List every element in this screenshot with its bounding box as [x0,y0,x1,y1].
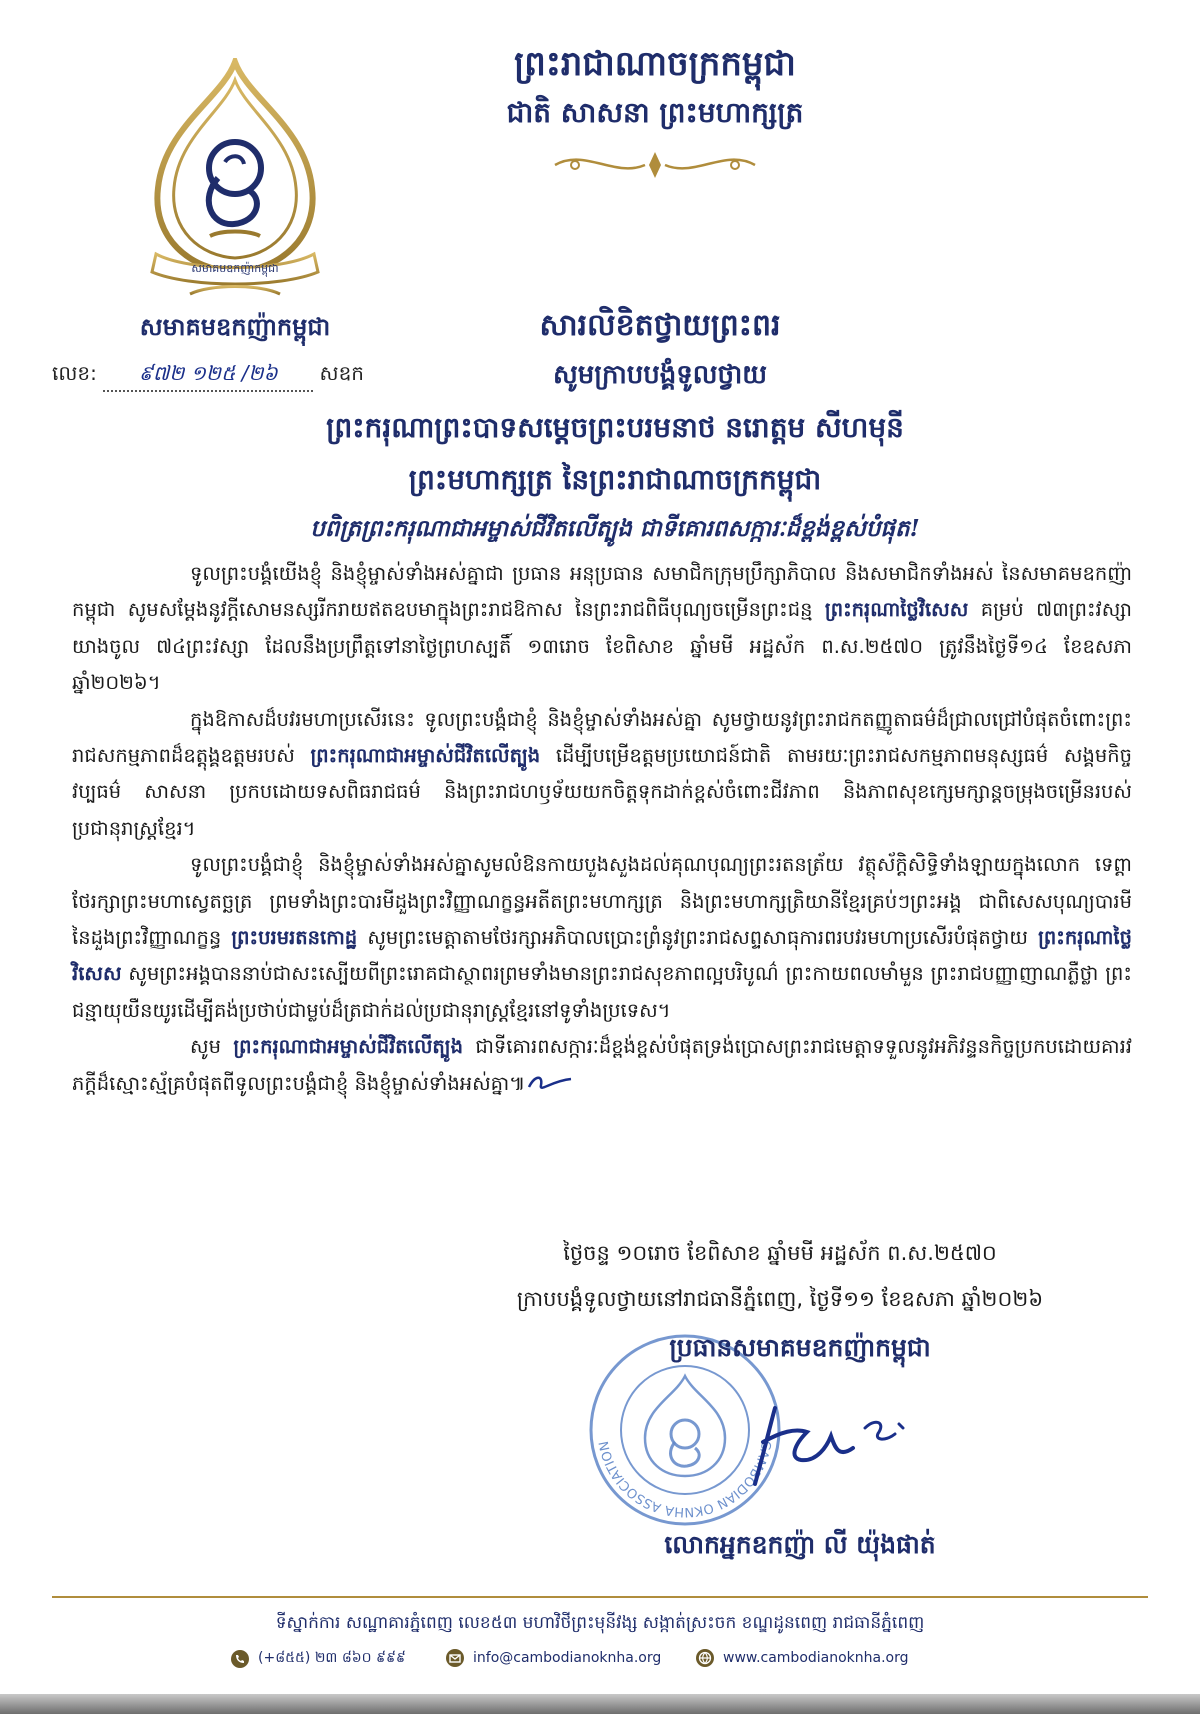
contact-row [230,1648,1030,1676]
signer-name: លោកអ្នកឧកញ៉ា លី យ៉ុងផាត់ [664,1530,936,1559]
addressee-line-1: ព្រះករុណាព្រះបាទសម្តេចព្រះបរមនាថ នរោត្តម សីហមុនី [326,411,904,444]
organization-name: សមាគមឧកញ៉ាកម្ពុជា [139,312,331,341]
kingdom-heading: ព្រះរាជាណាចក្រកម្ពុជា [514,44,796,84]
email-text[interactable]: info@cambodianoknha.org [473,1650,662,1666]
phone-icon [230,1649,250,1669]
place-and-date: ក្រាបបង្គំទូលថ្វាយនៅរាជធានីភ្នំពេញ, ថ្ងៃទី១១ ខែឧសភា ឆ្នាំ២០២៦ [516,1287,1044,1311]
p2-text-b: ដើម្បីបម្រើឧត្តមប្រយោជន៍ជាតិ តាមរយៈព្រះរាជសកម្មភាពមនុស្សធម៌ សង្គមកិច្ច វប្បធម៌ សាសនា ប្រកបដោយទសពិធរាជធម៌ និងព្រះរាជហឫទ័យយកចិត្តទុកដាក់ខ្ពស់ចំពោះជីវភាព និងភាពសុខក្សេមក្សាន្តចម្រុងចម្រើនរបស់ប្រជានុរាស្ត្រខ្មែរ។ [72,744,1133,840]
p1-text-b: គម្រប់ ៧៣ព្រះវស្សា យាងចូល ៧៤ព្រះវស្សា ដែលនឹងប្រព្រឹត្តទៅនាថ្ងៃព្រហស្បតិ៍ ១៣រោច ខែពិសាខ ឆ្នាំមមី អដ្ឋស័ក ព.ស.២៥៧០ ត្រូវនឹងថ្ងៃទី១៤ ខែឧសភា ឆ្នាំ២០២៦។ [72,598,1132,695]
p4-highlight: ព្រះករុណាជាអម្ចាស់ជីវិតលើត្បូង [233,1035,463,1059]
paragraph-3 [72,847,1132,1029]
phone-text: (+៨៥៥) ២៣ ៨៦០ ៩៩៩ [258,1650,406,1666]
p2-highlight: ព្រះករុណាជាអម្ចាស់ជីវិតលើត្បូង [310,744,541,768]
header-ornament [535,148,775,182]
phone-contact [230,1648,406,1669]
paragraph-2 [72,702,1132,848]
footer-address: ទីស្នាក់ការ សណ្ឋាគារភ្នំពេញ លេខ៥៣ មហាវិថីព្រះមុនីវង្ស សង្កាត់ស្រះចក ខណ្ឌដូនពេញ រាជធានីភ្នំពេញ [275,1613,925,1633]
p1-highlight: ព្រះករុណាថ្លៃវិសេស [824,598,969,622]
letter-title: សារលិខិតថ្វាយព្រះពរ [539,308,781,343]
reference-suffix: សឧក [319,361,364,385]
footer-divider [52,1596,1148,1598]
letter-body [72,556,1132,1102]
p4-text-a: សូម [190,1035,221,1059]
letter-subtitle: សូមក្រាបបង្គំទូលថ្វាយ [552,360,768,390]
lunar-date: ថ្ងៃចន្ទ ១០រោច ខែពិសាខ ឆ្នាំមមី អដ្ឋស័ក ព.ស.២៥៧០ [563,1241,997,1265]
email-contact [445,1648,661,1668]
email-icon [445,1648,465,1668]
scan-edge [0,1694,1200,1714]
p3-text-a: ទូលព្រះបង្គំជាខ្ញុំ និងខ្ញុំម្ចាស់ទាំងអស់គ្នាសូមលំឱនកាយបួងសួងដល់គុណបុណ្យព្រះរតនត្រ័យ វត្ថុស័ក្តិសិទ្ធិទាំងឡាយក្នុងលោក ទេព្តាថែរក្សាព្រះមហាស្វេតច្ឆត្រ ព្រមទាំងព្រះបារមីដួងព្រះវិញ្ញាណក្ខន្ធអតីតព្រះមហាក្សត្រ និងព្រះមហាក្សត្រិយានីខ្មែរគ្រប់ៗព្រះអង្គ ជាពិសេសបុណ្យបារមី នៃដួងព្រះវិញ្ញាណក្ខន្ធ [72,853,1132,950]
website-text[interactable]: www.cambodianoknha.org [723,1650,909,1666]
reference-number: ៩៧២ ១២៥ /២៦ [103,360,313,392]
p3-text-b: សូមព្រះមេត្តាតាមថែរក្សាអភិបាលប្រោះព្រំនូវព្រះរាជសព្ទសាធុការពរបវរមហាប្រសើរបំផុតថ្វាយ [367,926,1028,950]
reference-label: លេខ: [52,361,97,385]
p3-text-c: សូមព្រះអង្គបាននាប់ជាសះស្បើយពីព្រះរោគជាស្ថាពរព្រមទាំងមានព្រះរាជសុខភាពល្អបរិបូណ៌ ព្រះកាយពលមាំមួន ព្រះរាជបញ្ញាញាណភ្លឺថ្លា ព្រះជន្មាយុយឺនយូរដើម្បីគង់ប្រថាប់ជាម្លប់ដ៏ត្រជាក់ដល់ប្រជានុរាស្ត្រខ្មែរនៅទូទាំងប្រទេស។ [72,962,1132,1022]
p1-text-a: ទូលព្រះបង្គំយើងខ្ញុំ និងខ្ញុំម្ចាស់ទាំងអស់គ្នាជា ប្រធាន អនុប្រធាន សមាជិកក្រុមប្រឹក្សាភិបាល និងសមាជិកទាំងអស់ នៃសមាគមឧកញ៉ាកម្ពុជា សូមសម្តែងនូវក្តីសោមនស្សរីករាយឥតឧបមាក្នុងព្រះរាជឱកាស នៃព្រះរាជពិធីបុណ្យចម្រើនព្រះជន្ម [72,562,1132,622]
p3-highlight-1: ព្រះបរមរតនកោដ្ឋ [231,926,358,950]
signer-title: ប្រធានសមាគមឧកញ៉ាកម្ពុជា [669,1333,931,1362]
paragraph-1 [72,556,1132,702]
globe-icon [695,1648,715,1668]
signature [735,1388,915,1498]
paragraph-4 [72,1029,1132,1102]
greeting-line: បពិត្រព្រះករុណាជាអម្ចាស់ជីវិតលើត្បូង ជាទីគោរពសក្ការៈដ៏ខ្ពង់ខ្ពស់បំផុត! [310,515,920,542]
p4-text-b: ជាទីគោរពសក្ការៈដ៏ខ្ពង់ខ្ពស់បំផុតទ្រង់ប្រោសព្រះរាជមេត្តាទទួលនូវអភិវន្ទនកិច្ចប្រកបដោយគារវភក្តីដ៏ស្មោះស្ម័គ្របំផុតពីទូលព្រះបង្គំជាខ្ញុំ និងខ្ញុំម្ចាស់ទាំងអស់គ្នា៕ [72,1035,1132,1095]
p2-text-a: ក្នុងឱកាសដ៏បវរមហាប្រសើរនេះ ទូលព្រះបង្គំជាខ្ញុំ និងខ្ញុំម្ចាស់ទាំងអស់គ្នា សូមថ្វាយនូវព្រះរាជកតញ្ញូតាធម៌ដ៏ជ្រាលជ្រៅបំផុតចំពោះព្រះរាជសកម្មភាពដ៏ឧត្តុង្គឧត្តមរបស់ [72,707,1132,768]
reference-line [52,360,412,392]
closing-flourish-icon [525,1073,575,1095]
national-motto: ជាតិ សាសនា ព្រះមហាក្សត្រ [506,96,804,129]
website-contact [695,1648,909,1668]
logo-caption: សមាគមឧកញ៉ាកម្ពុជា [191,262,279,275]
addressee-line-2: ព្រះមហាក្សត្រ នៃព្រះរាជាណាចក្រកម្ពុជា [408,463,822,496]
seal-text: CAMBODIAN OKNHA ASSOCIATION [596,1439,774,1520]
p3-highlight-2: ព្រះករុណាថ្លៃវិសេស [72,926,1132,986]
association-logo [130,58,340,308]
